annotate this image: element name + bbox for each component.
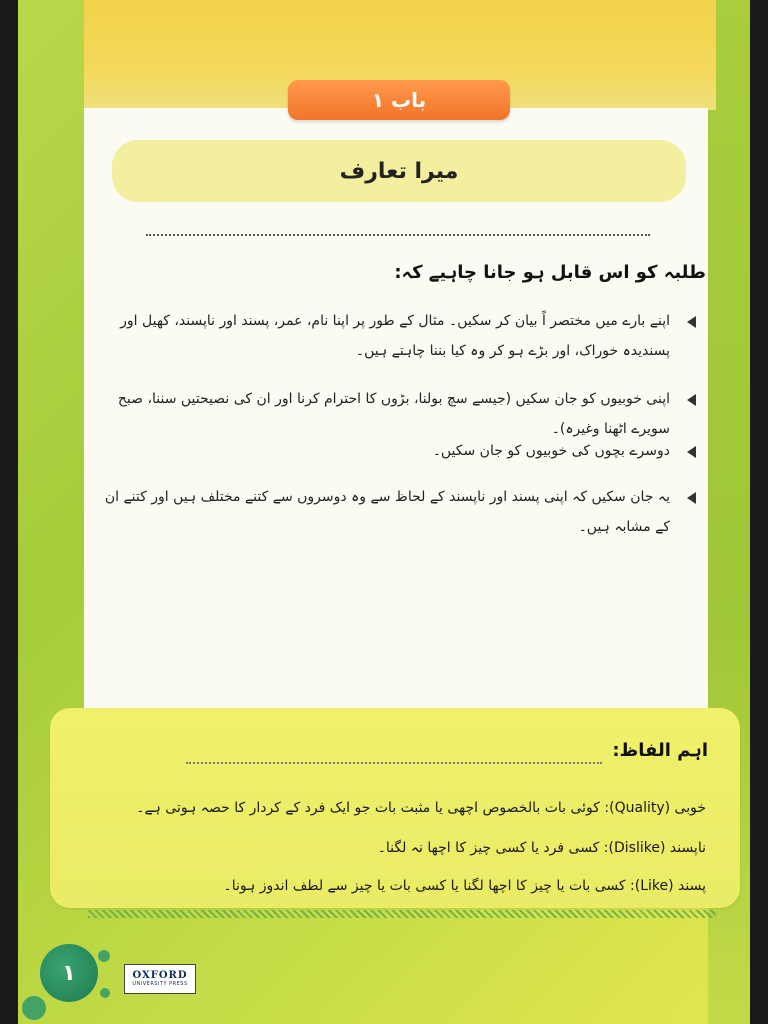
- triangle-bullet-icon: [687, 394, 696, 406]
- objective-text: دوسرے بچوں کی خوبیوں کو جان سکیں۔: [432, 443, 670, 459]
- objective-item: [96, 384, 696, 444]
- key-word-definition: خوبی (Quality): کوئی بات بالخصوص اچھی یا مثبت بات جو ایک فرد کے کردار کا حصہ ہوتی ہے۔: [136, 800, 706, 816]
- key-word-definition: پسند (Like): کسی بات یا چیز کا اچھا لگنا یا کسی بات یا چیز سے لطف اندوز ہونا۔: [223, 878, 706, 894]
- objective-text: یہ جان سکیں کہ اپنی پسند اور ناپسند کے لحاظ سے وہ دوسروں سے کتنے مختلف ہیں اور کتنے ان کے مشابہ ہیں۔: [104, 489, 670, 535]
- objectives-heading: طلبہ کو اس قابل ہو جانا چاہیے کہ:: [394, 262, 706, 283]
- triangle-bullet-icon: [687, 446, 696, 458]
- chapter-label: باب ۱: [288, 80, 510, 120]
- publisher-subtitle: UNIVERSITY PRESS: [132, 981, 188, 987]
- key-words-heading: اہم الفاظ:: [612, 740, 708, 761]
- triangle-bullet-icon: [687, 492, 696, 504]
- objective-text: اپنی خوبیوں کو جان سکیں (جیسے سچ بولنا، بڑوں کا احترام کرنا اور ان کی نصیحتیں سننا، صبح سویرے اٹھنا وغیرہ)۔: [117, 391, 670, 437]
- title-divider: [146, 234, 650, 236]
- page-number: ۱: [40, 944, 98, 1002]
- decorative-dot: [22, 996, 46, 1020]
- key-word-definition: ناپسند (Dislike): کسی فرد یا کسی چیز کا اچھا نہ لگنا۔: [377, 840, 706, 856]
- decorative-dot: [98, 950, 110, 962]
- key-words-divider: [186, 762, 602, 764]
- page-title: میرا تعارف: [112, 140, 686, 202]
- objective-item: [96, 482, 696, 542]
- publisher-logo: [124, 964, 196, 994]
- objective-item: [96, 306, 696, 366]
- triangle-bullet-icon: [687, 316, 696, 328]
- decorative-hatch-strip: [88, 910, 716, 918]
- decorative-dot: [100, 988, 110, 998]
- objective-text: اپنے بارے میں مختصر اً بیان کر سکیں۔ مثال کے طور پر اپنا نام، عمر، پسند اور ناپسند، کھیل اور پسندیدہ خوراک، اور بڑے ہو کر وہ کیا بننا چاہتے ہیں۔: [120, 313, 670, 359]
- objective-item: [96, 436, 696, 466]
- publisher-name: OXFORD: [132, 970, 188, 981]
